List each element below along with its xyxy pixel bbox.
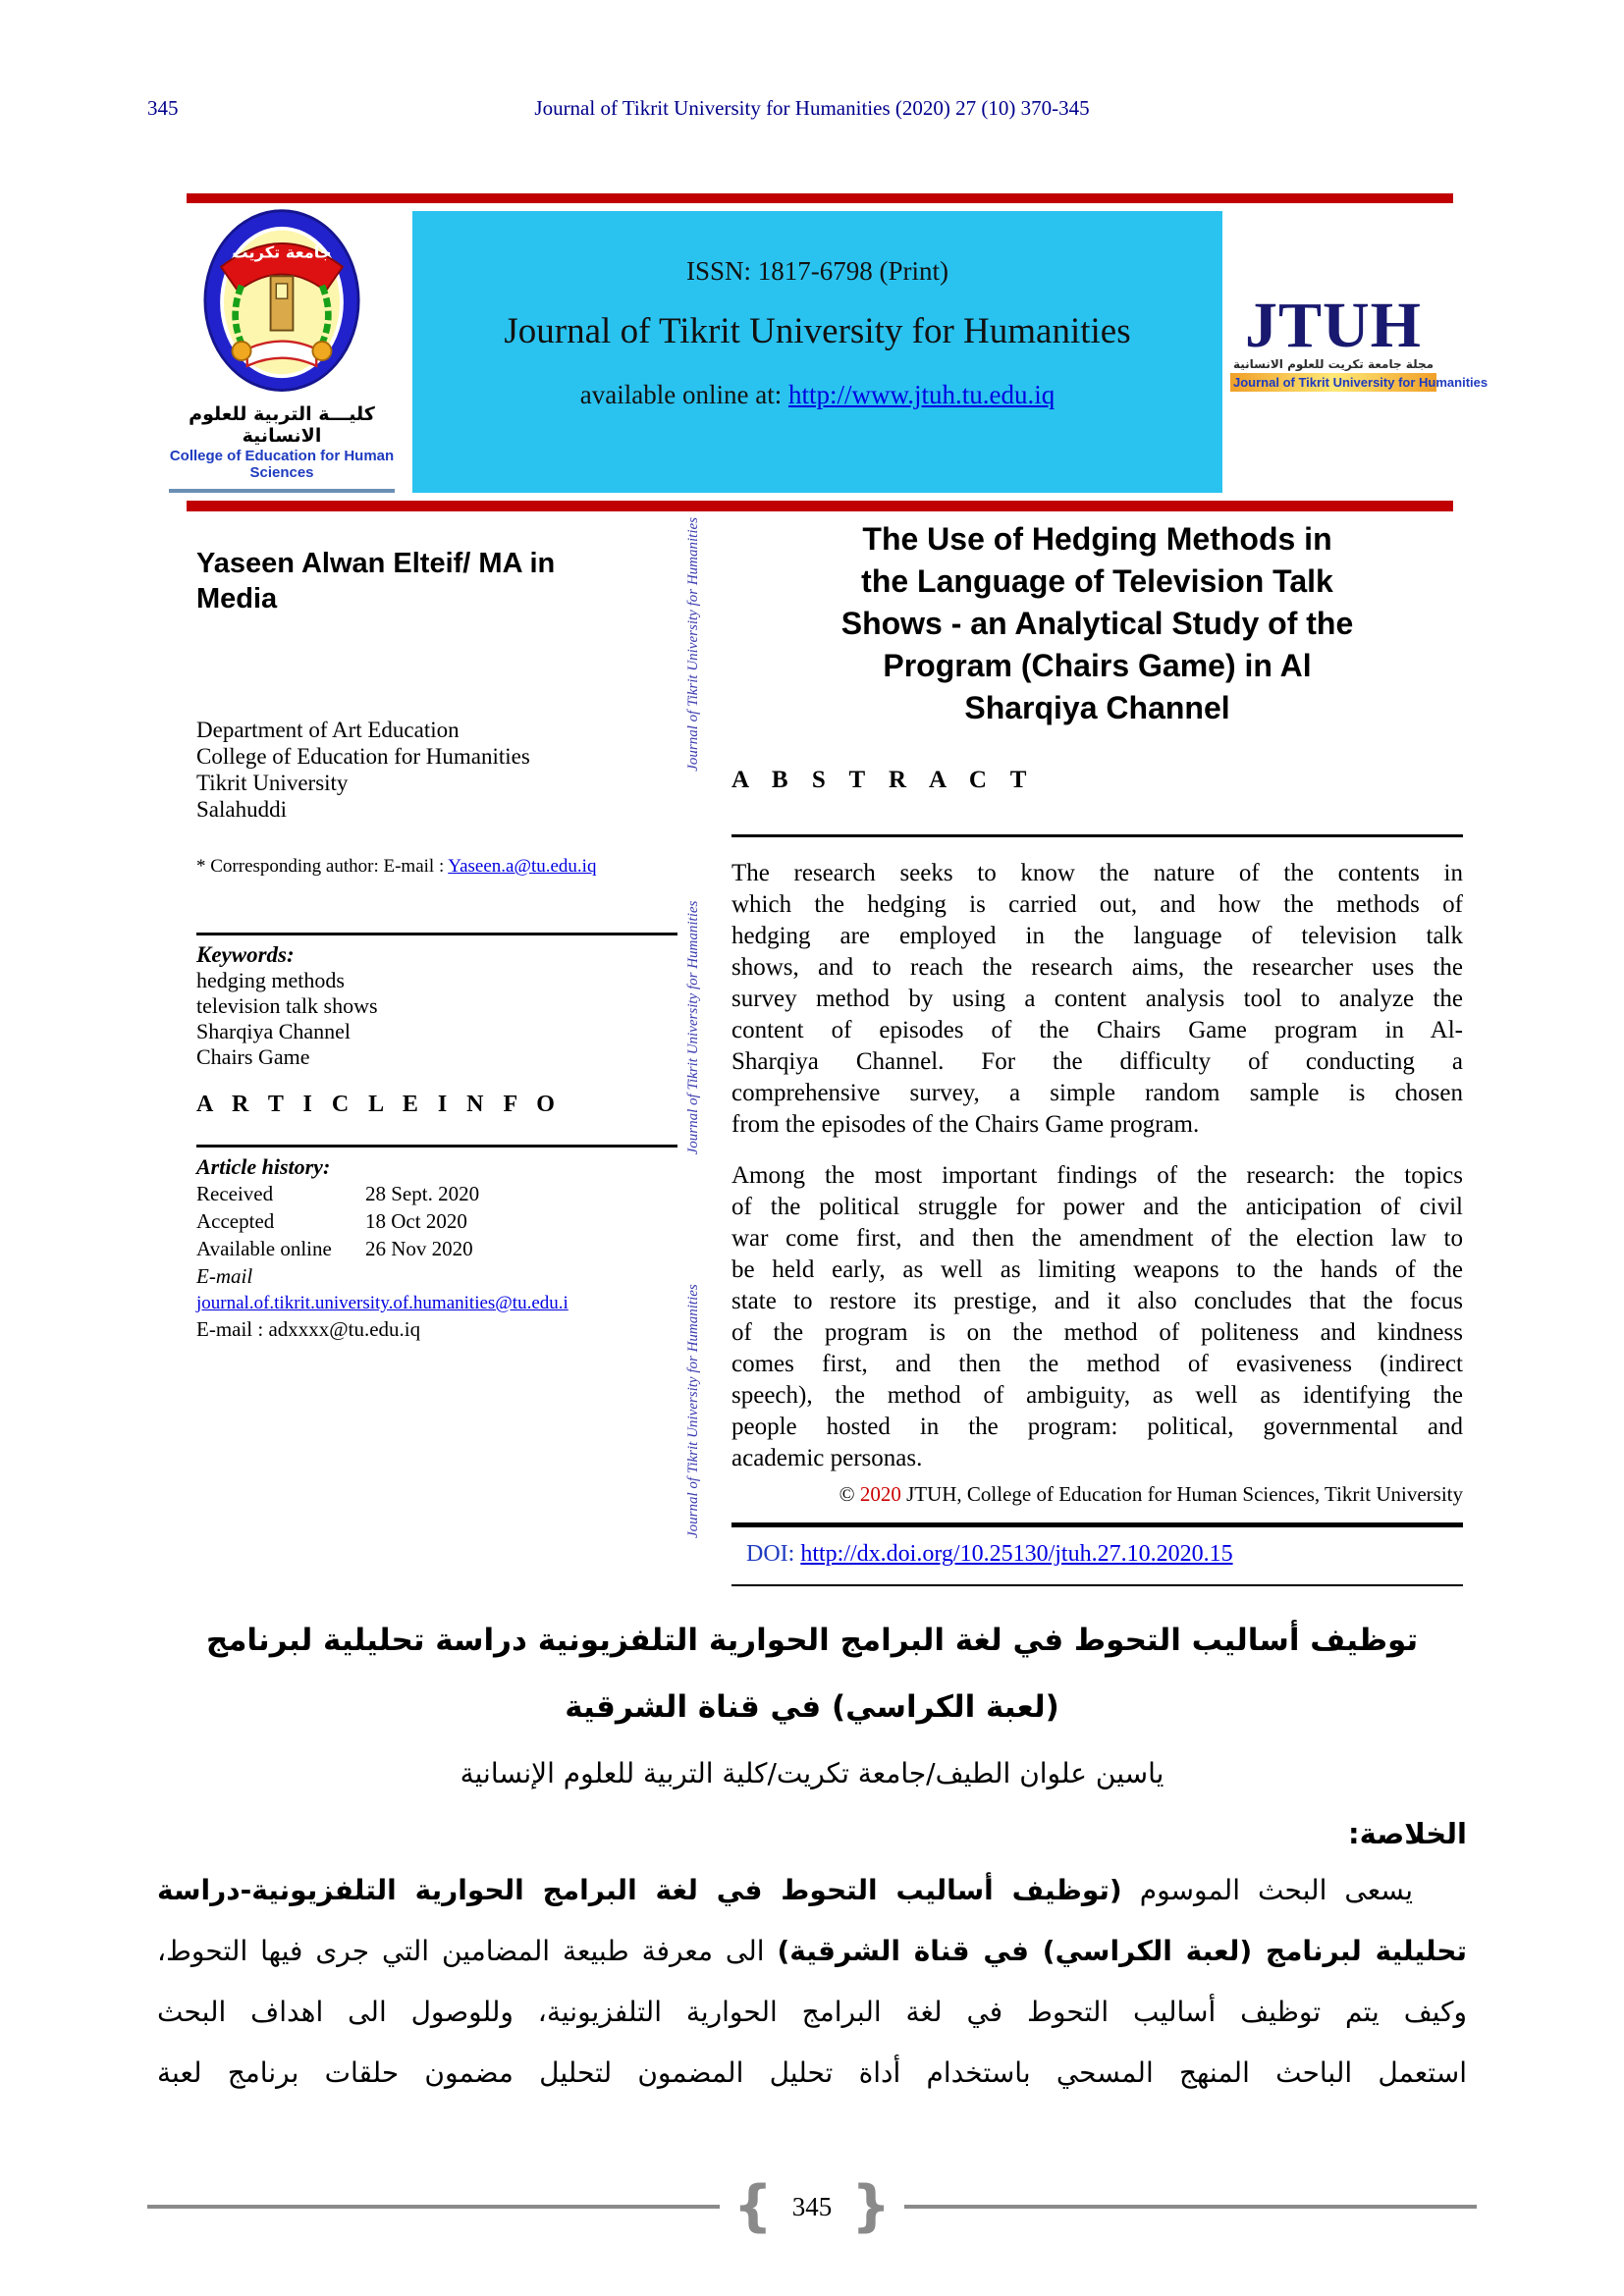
affiliation-line: Tikrit University	[196, 771, 349, 795]
history-label: Accepted	[196, 1209, 275, 1233]
author-name-line1: Yaseen Alwan Elteif/ MA in	[196, 548, 556, 579]
jtuh-arabic-name: مجلة جامعة تكريت للعلوم الانسانية	[1232, 357, 1435, 371]
university-logo	[184, 208, 380, 397]
arabic-paragraph-line	[157, 1860, 1467, 1921]
arabic-title-line1: توظيف أساليب التحوط في لغة البرامج الحوارية التلفزيونية دراسة تحليلية لبرنامج	[205, 1623, 1419, 1658]
keywords-block	[196, 942, 677, 1070]
abstract-line: from the episodes of the Chairs Game program.	[731, 1111, 1200, 1138]
abstract-line: of the program is on the method of politeness and kindness	[731, 1319, 1463, 1346]
abstract-rule	[731, 834, 1463, 837]
arabic-paragraph-line: استعمل الباحث المنهج المسحي باستخدام أداة تحليل المضمون لتحليل مضمون حلقات برنامج لعبة	[157, 2056, 1467, 2089]
abstract-line: comprehensive survey, a simple random sample is chosen	[731, 1080, 1463, 1106]
arabic-author-line: ياسين علوان الطيف/جامعة تكريت/كلية التربية للعلوم الإنسانية	[460, 1757, 1164, 1789]
history-label: Received	[196, 1182, 274, 1205]
abstract-line: comes first, and then the method of evasiveness (indirect	[731, 1351, 1463, 1377]
college-name-arabic: كليـــة التربية للعلوم الانسانية	[189, 403, 375, 447]
arabic-text-regular: يسعى البحث الموسوم	[1121, 1874, 1414, 1906]
email-label: E-mail	[196, 1264, 253, 1288]
corresponding-author-prefix: * Corresponding author: E-mail :	[196, 856, 449, 877]
footer-brace-left: {	[732, 2174, 773, 2238]
abstract-line: which the hedging is carried out, and how the methods of	[731, 891, 1463, 918]
jtuh-logo	[1230, 290, 1489, 392]
affiliation-line: College of Education for Humanities	[196, 744, 530, 769]
logo-ribbon-text: جامعة تكريت	[232, 242, 332, 262]
keyword-item: Chairs Game	[196, 1044, 310, 1069]
strip-text-repeat: Journal of Tikrit University for Humanities	[685, 1284, 701, 1538]
arabic-paragraph-line	[157, 1921, 1467, 1982]
abstract-line: academic personas.	[731, 1445, 923, 1471]
history-row-received	[196, 1180, 687, 1207]
college-name-english: College of Education for Human Sciences	[169, 448, 395, 481]
arabic-text-regular: الى معرفة طبيعة المضامين التي جرى فيها التحوط،	[157, 1935, 778, 1967]
doi-top-rule	[731, 1522, 1463, 1527]
jtuh-strip	[1230, 373, 1489, 392]
corresponding-author-email-link[interactable]: Yaseen.a@tu.edu.iq	[448, 856, 597, 877]
jtuh-acronym: JTUH	[1244, 290, 1423, 361]
copyright-year: 2020	[859, 1482, 901, 1506]
article-title-line: Program (Chairs Game) in Al	[883, 648, 1312, 683]
footer-brace-right: }	[851, 2174, 892, 2238]
journal-email-link[interactable]: journal.of.tikrit.university.of.humanities@tu.edu.i	[196, 1293, 568, 1313]
strip-text-repeat: Journal of Tikrit University for Humanities	[685, 900, 701, 1155]
arabic-section	[157, 1618, 1467, 2104]
abstract-paragraph-2	[731, 1160, 1463, 1474]
logo-underline	[169, 489, 395, 493]
abstract-line: survey method by using a content analysis tool to analyze the	[731, 986, 1463, 1012]
history-value: 26 Nov 2020	[365, 1237, 473, 1260]
history-value: 18 Oct 2020	[365, 1209, 467, 1233]
keywords-heading: Keywords:	[196, 942, 295, 967]
abstract-line: be held early, as well as limiting weapons to the hands of the	[731, 1256, 1463, 1283]
article-history-rule	[196, 1145, 677, 1148]
arabic-paragraph-line: وكيف يتم توظيف أساليب التحوط في لغة البرامج الحوارية التلفزيونية، وللوصول الى اهداف البحث	[157, 1996, 1467, 2028]
author-name-line2: Media	[196, 583, 278, 614]
article-history-block	[196, 1154, 687, 1343]
footer-line-left	[147, 2205, 720, 2209]
copyright-symbol: ©	[839, 1482, 860, 1506]
affiliation-line: Department of Art Education	[196, 718, 460, 742]
banner-journal-title: Journal of Tikrit University for Humanities	[504, 311, 1131, 351]
abstract-line: Among the most important findings of the research: the topics	[731, 1162, 1463, 1189]
logo-scroll-left	[233, 342, 251, 360]
arabic-abstract-heading: الخلاصة:	[1348, 1817, 1467, 1850]
doi-line	[746, 1541, 1233, 1568]
abstract-line: of the political struggle for power and the anticipation of civil	[731, 1194, 1463, 1220]
article-history-heading: Article history:	[196, 1154, 331, 1179]
arabic-title-line2: (لعبة الكراسي) في قناة الشرقية	[565, 1689, 1059, 1725]
article-title-line: the Language of Television Talk	[861, 563, 1333, 599]
keyword-item: hedging methods	[196, 968, 345, 992]
abstract-line: hedging are employed in the language of television talk	[731, 923, 1463, 949]
article-info-heading: A R T I C L E I N F O	[196, 1092, 562, 1117]
running-head-citation: Journal of Tikrit University for Humanities (2020) 27 (10) 370-345	[534, 96, 1090, 120]
article-title	[731, 518, 1463, 729]
copyright-line	[731, 1482, 1463, 1507]
corresponding-author-line	[196, 856, 687, 878]
journal-url-link[interactable]: http://www.jtuh.tu.edu.iq	[787, 380, 1056, 409]
available-online-prefix: available online at:	[579, 380, 788, 409]
history-row-available	[196, 1235, 687, 1262]
article-title-line: Sharqiya Channel	[964, 690, 1230, 725]
abstract-line: content of episodes of the Chairs Game program in Al-	[731, 1017, 1463, 1043]
abstract-line: war come first, and then the amendment of the election law to	[731, 1225, 1463, 1252]
affiliation-line: Salahuddi	[196, 797, 287, 822]
vertical-journal-strip	[685, 517, 711, 1538]
abstract-line: shows, and to reach the research aims, the researcher uses the	[731, 954, 1463, 981]
author-block	[196, 546, 677, 616]
doi-bottom-rule	[731, 1584, 1463, 1586]
available-online-line	[412, 352, 1222, 410]
history-label: Available online	[196, 1237, 332, 1260]
abstract-paragraph-1	[731, 858, 1463, 1141]
footer-line-right	[904, 2205, 1477, 2209]
footer-page-number: 345	[791, 2191, 833, 2221]
abstract-line: state to restore its prestige, and it also concludes that the focus	[731, 1288, 1463, 1314]
top-red-divider	[187, 193, 1453, 203]
arabic-text-bold: تحليلية لبرنامج (لعبة الكراسي) في قناة الشرقية)	[777, 1935, 1467, 1967]
doi-link[interactable]: http://dx.doi.org/10.25130/jtuh.27.10.2020.15	[800, 1541, 1233, 1567]
jtuh-english-name: Journal of Tikrit University for Humanities	[1233, 375, 1489, 390]
doi-label: DOI:	[746, 1541, 801, 1567]
page-footer	[147, 2174, 1477, 2238]
university-logo-block	[169, 208, 395, 493]
abstract-line: people hosted in the program: political, governmental and	[731, 1414, 1463, 1440]
keywords-top-rule	[196, 933, 677, 935]
vertical-journal-strip-text	[685, 517, 702, 1538]
abstract-line: speech), the method of ambiguity, as well as identifying the	[731, 1382, 1463, 1409]
keyword-item: Sharqiya Channel	[196, 1019, 352, 1043]
issn-line: ISSN: 1817-6798 (Print)	[685, 256, 948, 286]
email-alt-line: E-mail : adxxxx@tu.edu.iq	[196, 1317, 421, 1341]
history-row-accepted	[196, 1207, 687, 1235]
strip-text-repeat: Journal of Tikrit University for Humanities	[685, 517, 701, 772]
affiliation-block	[196, 717, 677, 823]
keyword-item: television talk shows	[196, 993, 378, 1018]
logo-scroll-right	[312, 342, 331, 360]
abstract-line: The research seeks to know the nature of the contents in	[731, 860, 1463, 886]
copyright-text: JTUH, College of Education for Human Sciences, Tikrit University	[900, 1482, 1463, 1506]
article-title-line: The Use of Hedging Methods in	[862, 521, 1332, 557]
abstract-line: Sharqiya Channel. For the difficulty of conducting a	[731, 1048, 1463, 1075]
abstract-heading: A B S T R A C T	[731, 767, 1036, 793]
header-red-divider	[187, 501, 1453, 511]
arabic-abstract-paragraph	[157, 1860, 1467, 2104]
history-value: 28 Sept. 2020	[365, 1182, 480, 1205]
running-head-page-number: 345	[147, 96, 179, 120]
arabic-text-bold: (توظيف أساليب التحوط في لغة البرامج الحوارية التلفزيونية-دراسة	[157, 1874, 1122, 1906]
article-title-line: Shows - an Analytical Study of the	[840, 606, 1354, 641]
journal-banner	[412, 211, 1222, 493]
